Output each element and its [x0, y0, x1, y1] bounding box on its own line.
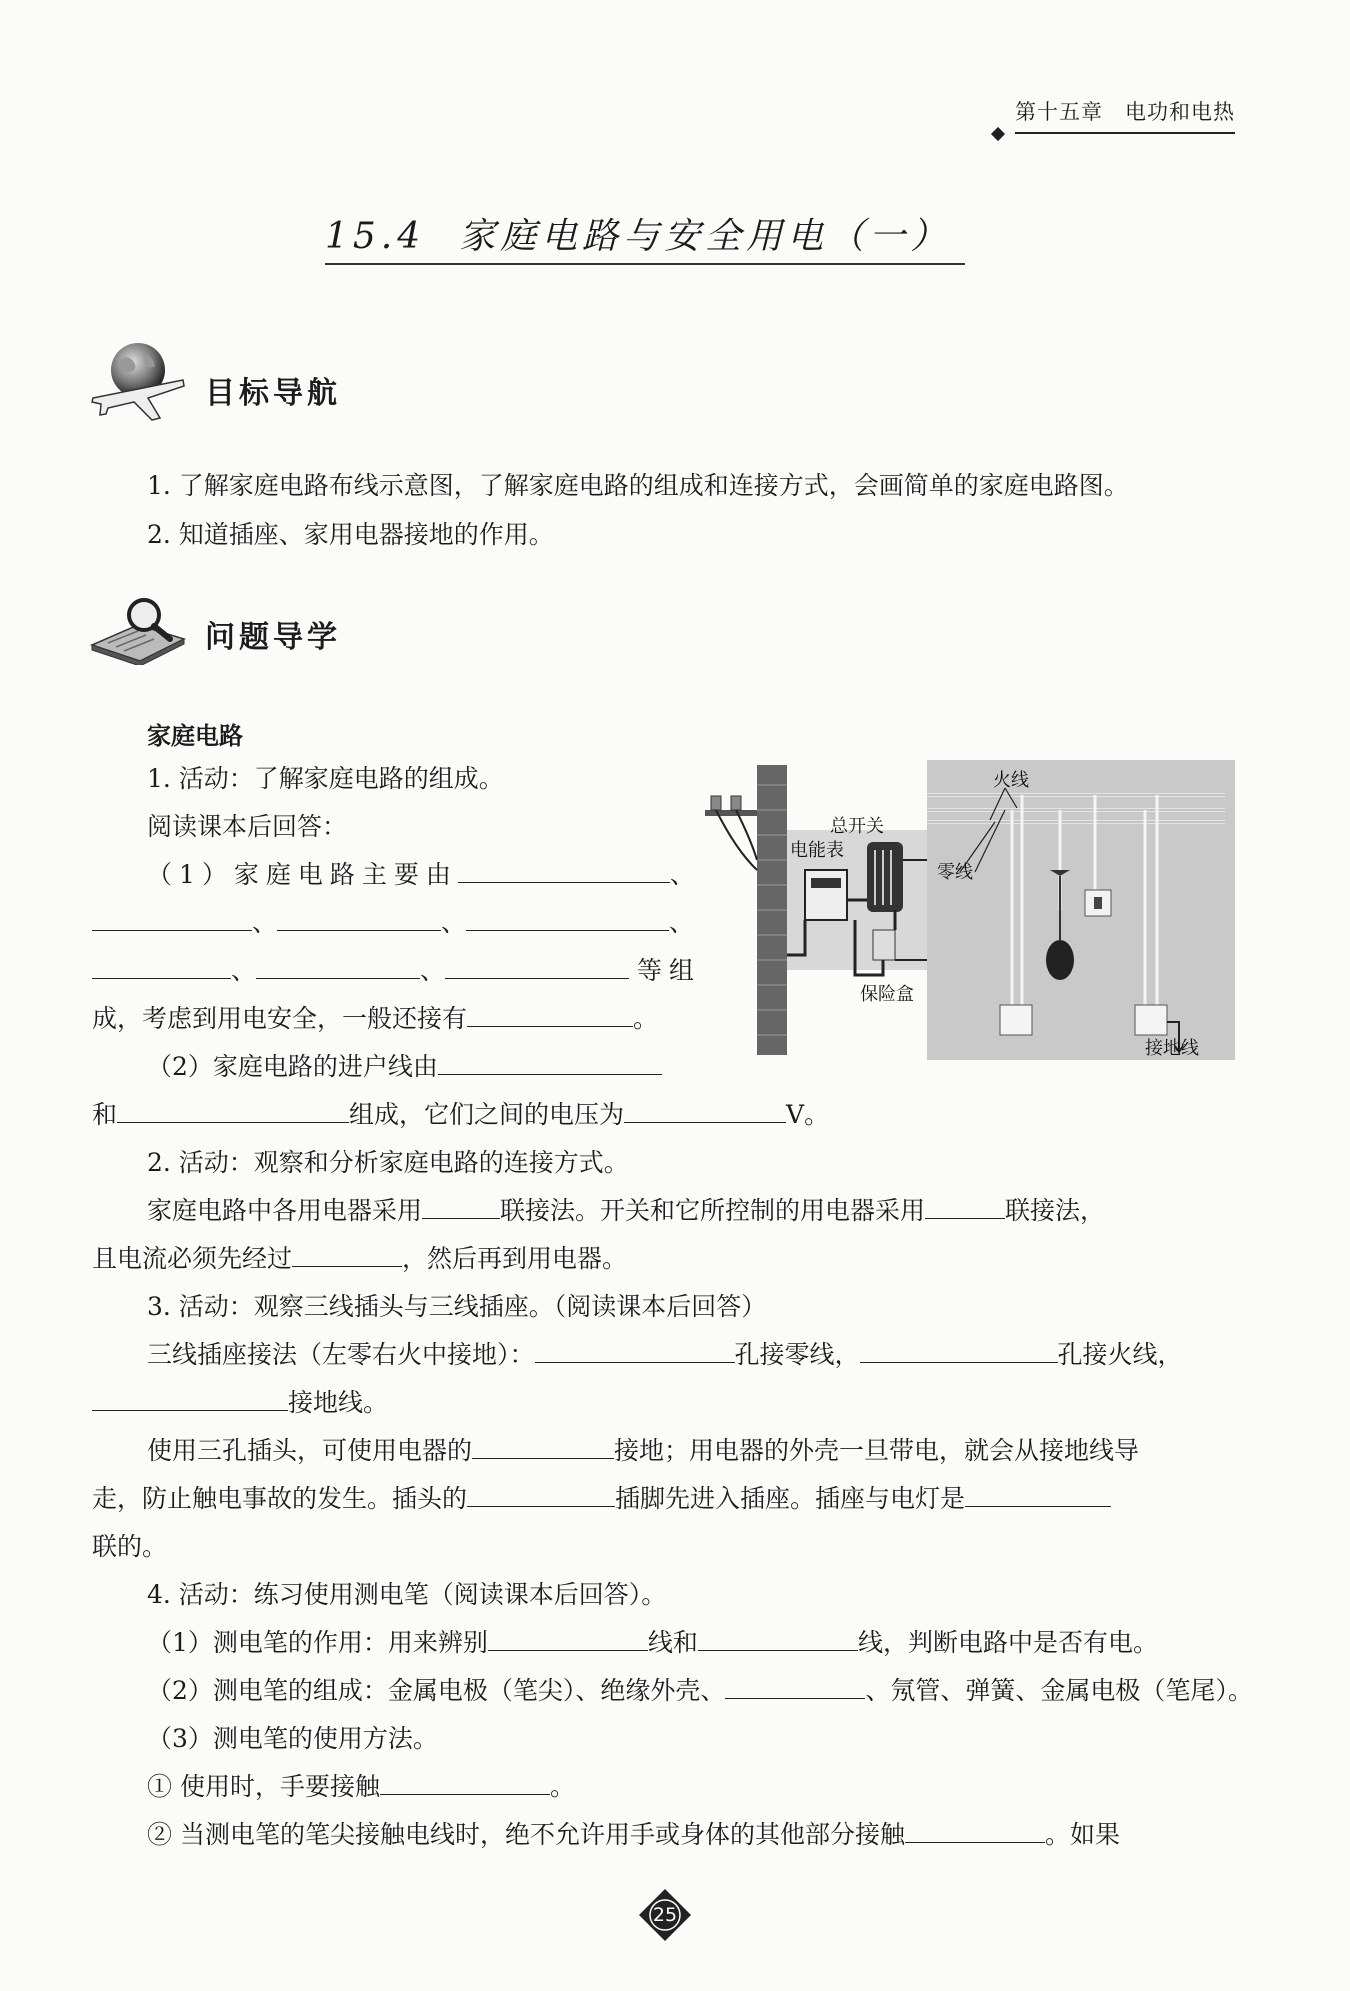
- three-hole-socket: [1135, 1005, 1167, 1035]
- main-switch: [867, 842, 903, 912]
- blank[interactable]: [467, 996, 633, 1027]
- blank[interactable]: [925, 1188, 1005, 1219]
- section-title-guide: 问题导学: [205, 620, 341, 655]
- activity-1-read: 阅读课本后回答：: [147, 812, 348, 841]
- blank[interactable]: [965, 1476, 1111, 1507]
- activity-4-q3-1: ① 使用时，手要接触 。: [147, 1763, 575, 1811]
- room-background: [927, 760, 1235, 1060]
- blank[interactable]: [466, 900, 669, 931]
- activity-2: 2. 活动：观察和分析家庭电路的连接方式。: [147, 1148, 629, 1177]
- activity-4-q3: （3）测电笔的使用方法。: [147, 1724, 438, 1753]
- question-2-line2: 和 组成，它们之间的电压为 V。: [92, 1091, 829, 1139]
- goal-item-2: 2. 知道插座、家用电器接地的作用。: [147, 520, 554, 549]
- label-ground-wire: 接地线: [1145, 1038, 1199, 1059]
- activity-2-line1: 家庭电路中各用电器采用 联接法。开关和它所控制的用电器采用 联接法，: [147, 1187, 1105, 1235]
- chapter-label: 第十五章: [1015, 100, 1103, 124]
- goal-item-1: 1. 了解家庭电路布线示意图，了解家庭电路的组成和连接方式，会画简单的家庭电路图。: [147, 471, 1129, 500]
- lesson-title-text: 家庭电路与安全用电（一）: [459, 216, 952, 257]
- blank[interactable]: [445, 948, 629, 979]
- blank[interactable]: [905, 1812, 1045, 1843]
- blank[interactable]: [535, 1332, 735, 1363]
- blank[interactable]: [467, 1476, 615, 1507]
- blank[interactable]: [92, 900, 252, 931]
- blank[interactable]: [92, 948, 231, 979]
- label-neutral-wire: 零线: [937, 862, 973, 883]
- blank[interactable]: [422, 1188, 500, 1219]
- activity-3-line3: 使用三孔插头，可使用电器的 接地；用电器的外壳一旦带电，就会从接地线导: [147, 1427, 1139, 1475]
- label-fuse-box: 保险盒: [860, 984, 914, 1005]
- subheading-household-circuit: 家庭电路: [147, 722, 243, 750]
- blank[interactable]: [458, 852, 670, 883]
- blank[interactable]: [698, 1620, 858, 1651]
- household-circuit-figure: [705, 760, 1235, 1060]
- light-bulb-icon: [1046, 940, 1074, 980]
- lesson-title: [325, 208, 965, 265]
- blank[interactable]: [256, 948, 420, 979]
- blank[interactable]: [92, 1380, 288, 1411]
- activity-3-line5: 联的。: [92, 1532, 168, 1561]
- question-1-line2: 、 、 、: [92, 899, 694, 947]
- section-title-goals: 目标导航: [205, 376, 341, 411]
- electric-meter: [805, 870, 847, 920]
- activity-4-q1: （1）测电笔的作用：用来辨别 线和 线，判断电路中是否有电。: [147, 1619, 1158, 1667]
- label-live-wire: 火线: [993, 770, 1029, 791]
- blank[interactable]: [277, 900, 441, 931]
- blank[interactable]: [725, 1668, 865, 1699]
- question-2-line1: （2）家庭电路的进户线由: [147, 1043, 662, 1091]
- globe-airplane-icon: [88, 340, 188, 430]
- activity-3-line1: 三线插座接法（左零右火中接地）： 孔接零线， 孔接火线，: [147, 1331, 1183, 1379]
- blank[interactable]: [438, 1044, 662, 1075]
- page-number: 25: [652, 1904, 678, 1926]
- two-hole-socket: [1000, 1005, 1032, 1035]
- activity-3: 3. 活动：观察三线插头与三线插座。（阅读课本后回答）: [147, 1292, 767, 1321]
- question-1-line1: （1）家庭电路主要由 、: [147, 851, 695, 899]
- blank[interactable]: [624, 1092, 786, 1123]
- question-1-line3: 、 、 等组: [92, 947, 701, 995]
- chapter-header: [1015, 96, 1235, 134]
- activity-4-q2: （2）测电笔的组成：金属电极（笔尖）、绝缘外壳、 、氖管、弹簧、金属电极（笔尾）。: [147, 1667, 1253, 1715]
- activity-1: 1. 活动：了解家庭电路的组成。: [147, 764, 504, 793]
- chapter-topic: 电功和电热: [1125, 100, 1235, 124]
- label-electric-meter: 电能表: [790, 840, 844, 861]
- blank[interactable]: [472, 1428, 614, 1459]
- activity-3-line2: 接地线。: [92, 1379, 388, 1427]
- page-number-badge: [638, 1888, 692, 1942]
- blank[interactable]: [380, 1764, 550, 1795]
- diamond-icon: [991, 127, 1005, 141]
- blank[interactable]: [117, 1092, 349, 1123]
- activity-3-line4: 走，防止触电事故的发生。插头的 插脚先进入插座。插座与电灯是: [92, 1475, 1111, 1523]
- blank[interactable]: [860, 1332, 1058, 1363]
- label-main-switch: 总开关: [830, 816, 884, 837]
- activity-2-line2: 且电流必须先经过 ，然后再到用电器。: [92, 1235, 627, 1283]
- activity-4-q3-2: ② 当测电笔的笔尖接触电线时，绝不允许用手或身体的其他部分接触 。如果: [147, 1811, 1120, 1859]
- blank[interactable]: [292, 1236, 402, 1267]
- blank[interactable]: [488, 1620, 648, 1651]
- fuse-box: [873, 930, 895, 960]
- activity-4: 4. 活动：练习使用测电笔（阅读课本后回答）。: [147, 1580, 667, 1609]
- magnifier-book-icon: [88, 595, 188, 665]
- lesson-number: 15.4: [325, 216, 426, 257]
- question-1-line4: 成，考虑到用电安全，一般还接有 。: [92, 995, 658, 1043]
